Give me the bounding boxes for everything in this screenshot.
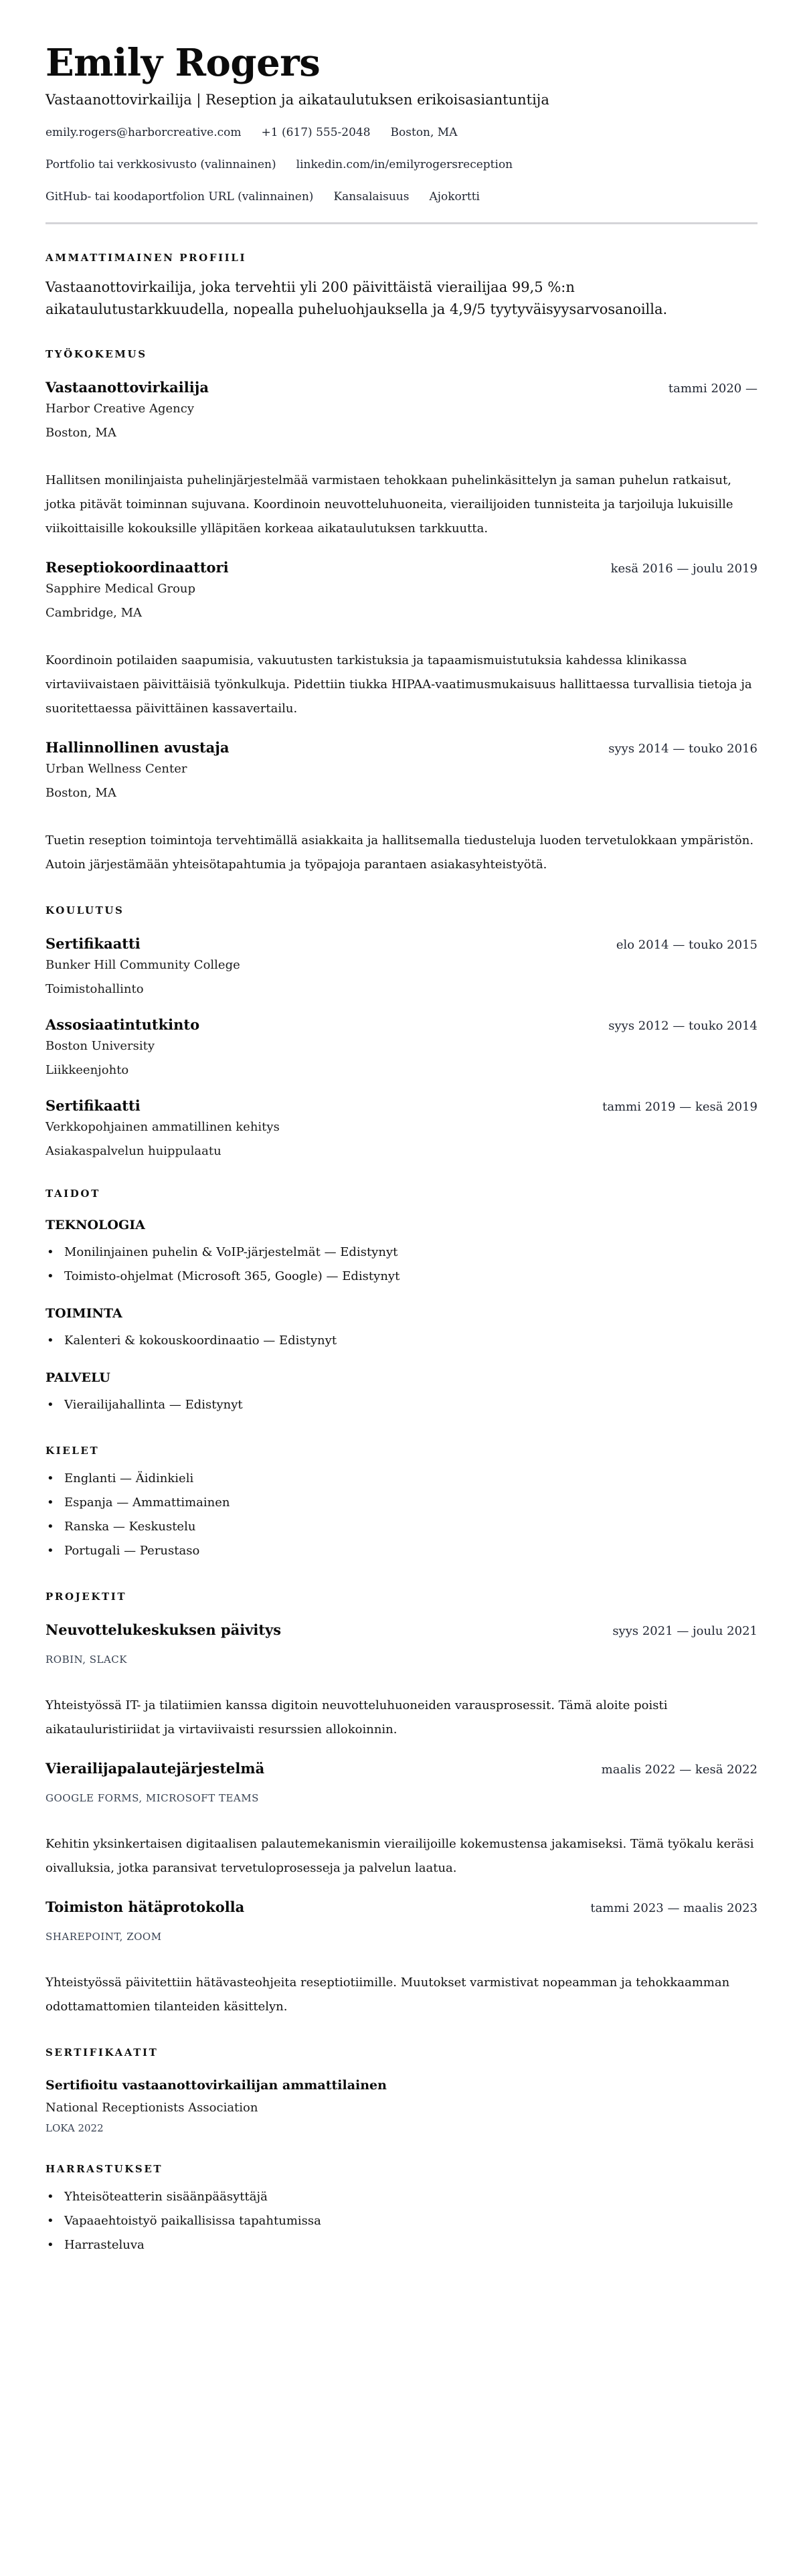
project-tech: ROBIN, SLACK <box>46 1654 127 1666</box>
certification-date: LOKA 2022 <box>46 2122 104 2134</box>
certification-entry <box>46 2077 757 2136</box>
education-dates: elo 2014 — touko 2015 <box>616 938 757 952</box>
degree-name: Sertifikaatti <box>46 1097 141 1114</box>
project-entry <box>46 1898 757 2019</box>
project-name: Vierailijapalautejärjestelmä <box>46 1760 265 1777</box>
section-title: TAIDOT <box>46 1188 100 1200</box>
skill-list <box>46 1329 757 1353</box>
skill-item: • Kalenteri & kokouskoordinaatio — Edistynyt <box>46 1329 757 1353</box>
field-of-study: Toimistohallinto <box>46 982 144 996</box>
project-entry <box>46 1759 757 1880</box>
interest-item: • Yhteisöteatterin sisäänpääsyttäjä <box>46 2185 757 2209</box>
job-dates: tammi 2020 — <box>668 382 757 396</box>
job-location: Boston, MA <box>46 786 116 800</box>
interest-list <box>46 2185 757 2257</box>
portfolio-link[interactable]: Portfolio tai verkkosivusto (valinnainen) <box>46 158 276 171</box>
interests-section <box>46 2162 757 2257</box>
job-title: Reseptiokoordinaattori <box>46 559 229 576</box>
language-list <box>46 1467 757 1563</box>
interest-item: • Vapaaehtoistyö paikallisissa tapahtumissa <box>46 2209 757 2233</box>
language-item: • Ranska — Keskustelu <box>46 1515 757 1539</box>
project-description: Yhteistyössä IT- ja tilatiimien kanssa digitoin neuvotteluhuoneiden varausprosessit. Tämä aloite poisti aikatauluristiriidat ja virtaviivaisti resurssien allokoinnin. <box>46 1698 668 1737</box>
language-item: • Espanja — Ammattimainen <box>46 1491 757 1515</box>
project-name: Toimiston hätäprotokolla <box>46 1899 245 1915</box>
skill-item: • Monilinjainen puhelin & VoIP-järjestelmät — Edistynyt <box>46 1240 757 1265</box>
project-entry <box>46 1621 757 1742</box>
skills-section <box>46 1187 757 1417</box>
contact-row <box>46 189 757 205</box>
header-divider <box>46 222 757 224</box>
project-description: Yhteistyössä päivitettiin hätävasteohjeita reseptiotiimille. Muutokset varmistivat nopeamman ja tehokkaamman odottamattomien tilanteiden käsittelyn. <box>46 1976 730 2014</box>
job-description: Tuetin reseption toimintoja tervehtimällä asiakkaita ja hallitsemalla tiedusteluja luoden tervetulokkaan ympäristön. Autoin järjestämään yhteisötapahtumia ja työpajoja parantaen asiakasyhteistyötä. <box>46 833 754 872</box>
citizenship: Kansalaisuus <box>333 190 410 204</box>
job-title: Hallinnollinen avustaja <box>46 739 230 756</box>
job-title: Vastaanottovirkailija <box>46 379 209 396</box>
skill-group <box>46 1369 757 1417</box>
github-link[interactable]: GitHub- tai koodaportfolion URL (valinnainen) <box>46 190 314 204</box>
school-name: Bunker Hill Community College <box>46 958 240 972</box>
education-entry <box>46 1016 757 1079</box>
education-dates: tammi 2019 — kesä 2019 <box>602 1100 757 1114</box>
section-title: TYÖKOKEMUS <box>46 348 147 360</box>
contact-info <box>46 125 757 205</box>
education-entry <box>46 935 757 998</box>
project-dates: tammi 2023 — maalis 2023 <box>590 1901 757 1915</box>
resume-header <box>46 40 757 224</box>
experience-section <box>46 347 757 877</box>
job-dates: kesä 2016 — joulu 2019 <box>610 562 757 576</box>
skill-group <box>46 1305 757 1353</box>
section-title: SERTIFIKAATIT <box>46 2046 159 2059</box>
section-title: AMMATTIMAINEN PROFIILI <box>46 252 247 264</box>
certification-name: Sertifioitu vastaanottovirkailijan ammattilainen <box>46 2078 387 2093</box>
certification-issuer: National Receptionists Association <box>46 2101 258 2115</box>
experience-entry <box>46 738 757 877</box>
project-dates: maalis 2022 — kesä 2022 <box>601 1763 757 1777</box>
skill-group-title: TOIMINTA <box>46 1306 122 1321</box>
education-entry <box>46 1097 757 1160</box>
certifications-section <box>46 2046 757 2136</box>
job-description: Hallitsen monilinjaista puhelinjärjestelmää varmistaen tehokkaan puhelinkäsittelyn ja saman puhelun ratkaisut, jotka pitävät toiminnan sujuvana. Koordinoin neuvotteluhuoneita, vierailijoiden tunnisteita ja tarjoiluja lukuisille viikoittaisille kokouksille ylläpitäen korkeaa aikataulutuksen tarkkuutta. <box>46 473 733 536</box>
degree-name: Sertifikaatti <box>46 935 141 952</box>
job-dates: syys 2014 — touko 2016 <box>608 742 757 756</box>
company-name: Sapphire Medical Group <box>46 582 196 596</box>
candidate-name: Emily Rogers <box>46 41 321 85</box>
contact-row <box>46 157 757 173</box>
skill-item: • Vierailijahallinta — Edistynyt <box>46 1393 757 1417</box>
job-location: Boston, MA <box>46 426 116 440</box>
education-dates: syys 2012 — touko 2014 <box>608 1019 757 1033</box>
education-section <box>46 904 757 1160</box>
section-title: KIELET <box>46 1445 100 1457</box>
section-title: PROJEKTIT <box>46 1591 127 1603</box>
company-name: Harbor Creative Agency <box>46 402 195 416</box>
company-name: Urban Wellness Center <box>46 762 187 776</box>
language-item: • Portugali — Perustaso <box>46 1539 757 1563</box>
interest-item: • Harrasteluva <box>46 2233 757 2257</box>
skill-group-title: PALVELU <box>46 1370 110 1385</box>
skill-group-title: TEKNOLOGIA <box>46 1218 145 1232</box>
degree-name: Assosiaatintutkinto <box>46 1016 200 1033</box>
section-title: HARRASTUKSET <box>46 2163 163 2175</box>
job-location: Cambridge, MA <box>46 606 143 620</box>
school-name: Boston University <box>46 1039 155 1053</box>
profile-summary: Vastaanottovirkailija, joka tervehtii yli 200 päivittäistä vierailijaa 99,5 %:n aikataulutustarkkuudella, nopealla puheluohjauksella ja 4,9/5 tyytyväisyysarvosanoilla. <box>46 279 668 317</box>
phone-number[interactable]: +1 (617) 555-2048 <box>261 126 371 139</box>
field-of-study: Liikkeenjohto <box>46 1063 129 1077</box>
school-name: Verkkopohjainen ammatillinen kehitys <box>46 1120 280 1134</box>
skill-list <box>46 1393 757 1417</box>
candidate-headline: Vastaanottovirkailija | Reseption ja aikataulutuksen erikoisasiantuntija <box>46 92 549 108</box>
skill-group <box>46 1216 757 1289</box>
job-description: Koordinoin potilaiden saapumisia, vakuutusten tarkistuksia ja tapaamismuistutuksia kahdessa klinikassa virtaviivaistaen päivittäisiä työnkulkuja. Pidettiin tiukka HIPAA-vaatimusmukaisuus hallittaessa turvallisia tietoja ja suoritettaessa päivittäinen kassavertailu. <box>46 653 752 716</box>
contact-row <box>46 125 757 141</box>
project-dates: syys 2021 — joulu 2021 <box>612 1624 757 1638</box>
location: Boston, MA <box>390 126 458 139</box>
language-item: • Englanti — Äidinkieli <box>46 1467 757 1491</box>
languages-section <box>46 1444 757 1563</box>
project-description: Kehitin yksinkertaisen digitaalisen palautemekanismin vierailijoille kokemustensa jakamiseksi. Tämä työkalu keräsi oivalluksia, jotka paransivat tervetuloprosesseja ja palvelun laatua. <box>46 1837 754 1875</box>
drivers-license: Ajokortti <box>429 190 480 204</box>
field-of-study: Asiakaspalvelun huippulaatu <box>46 1144 221 1158</box>
linkedin-link[interactable]: linkedin.com/in/emilyrogersreception <box>296 158 513 171</box>
project-tech: SHAREPOINT, ZOOM <box>46 1931 162 1943</box>
experience-entry <box>46 558 757 721</box>
email-link[interactable]: emily.rogers@harborcreative.com <box>46 126 242 139</box>
project-name: Neuvottelukeskuksen päivitys <box>46 1621 282 1638</box>
project-tech: GOOGLE FORMS, MICROSOFT TEAMS <box>46 1792 259 1804</box>
projects-section <box>46 1590 757 2019</box>
experience-entry <box>46 378 757 541</box>
section-title: KOULUTUS <box>46 904 124 916</box>
skill-item: • Toimisto-ohjelmat (Microsoft 365, Google) — Edistynyt <box>46 1265 757 1289</box>
profile-section <box>46 251 757 321</box>
skill-list <box>46 1240 757 1289</box>
